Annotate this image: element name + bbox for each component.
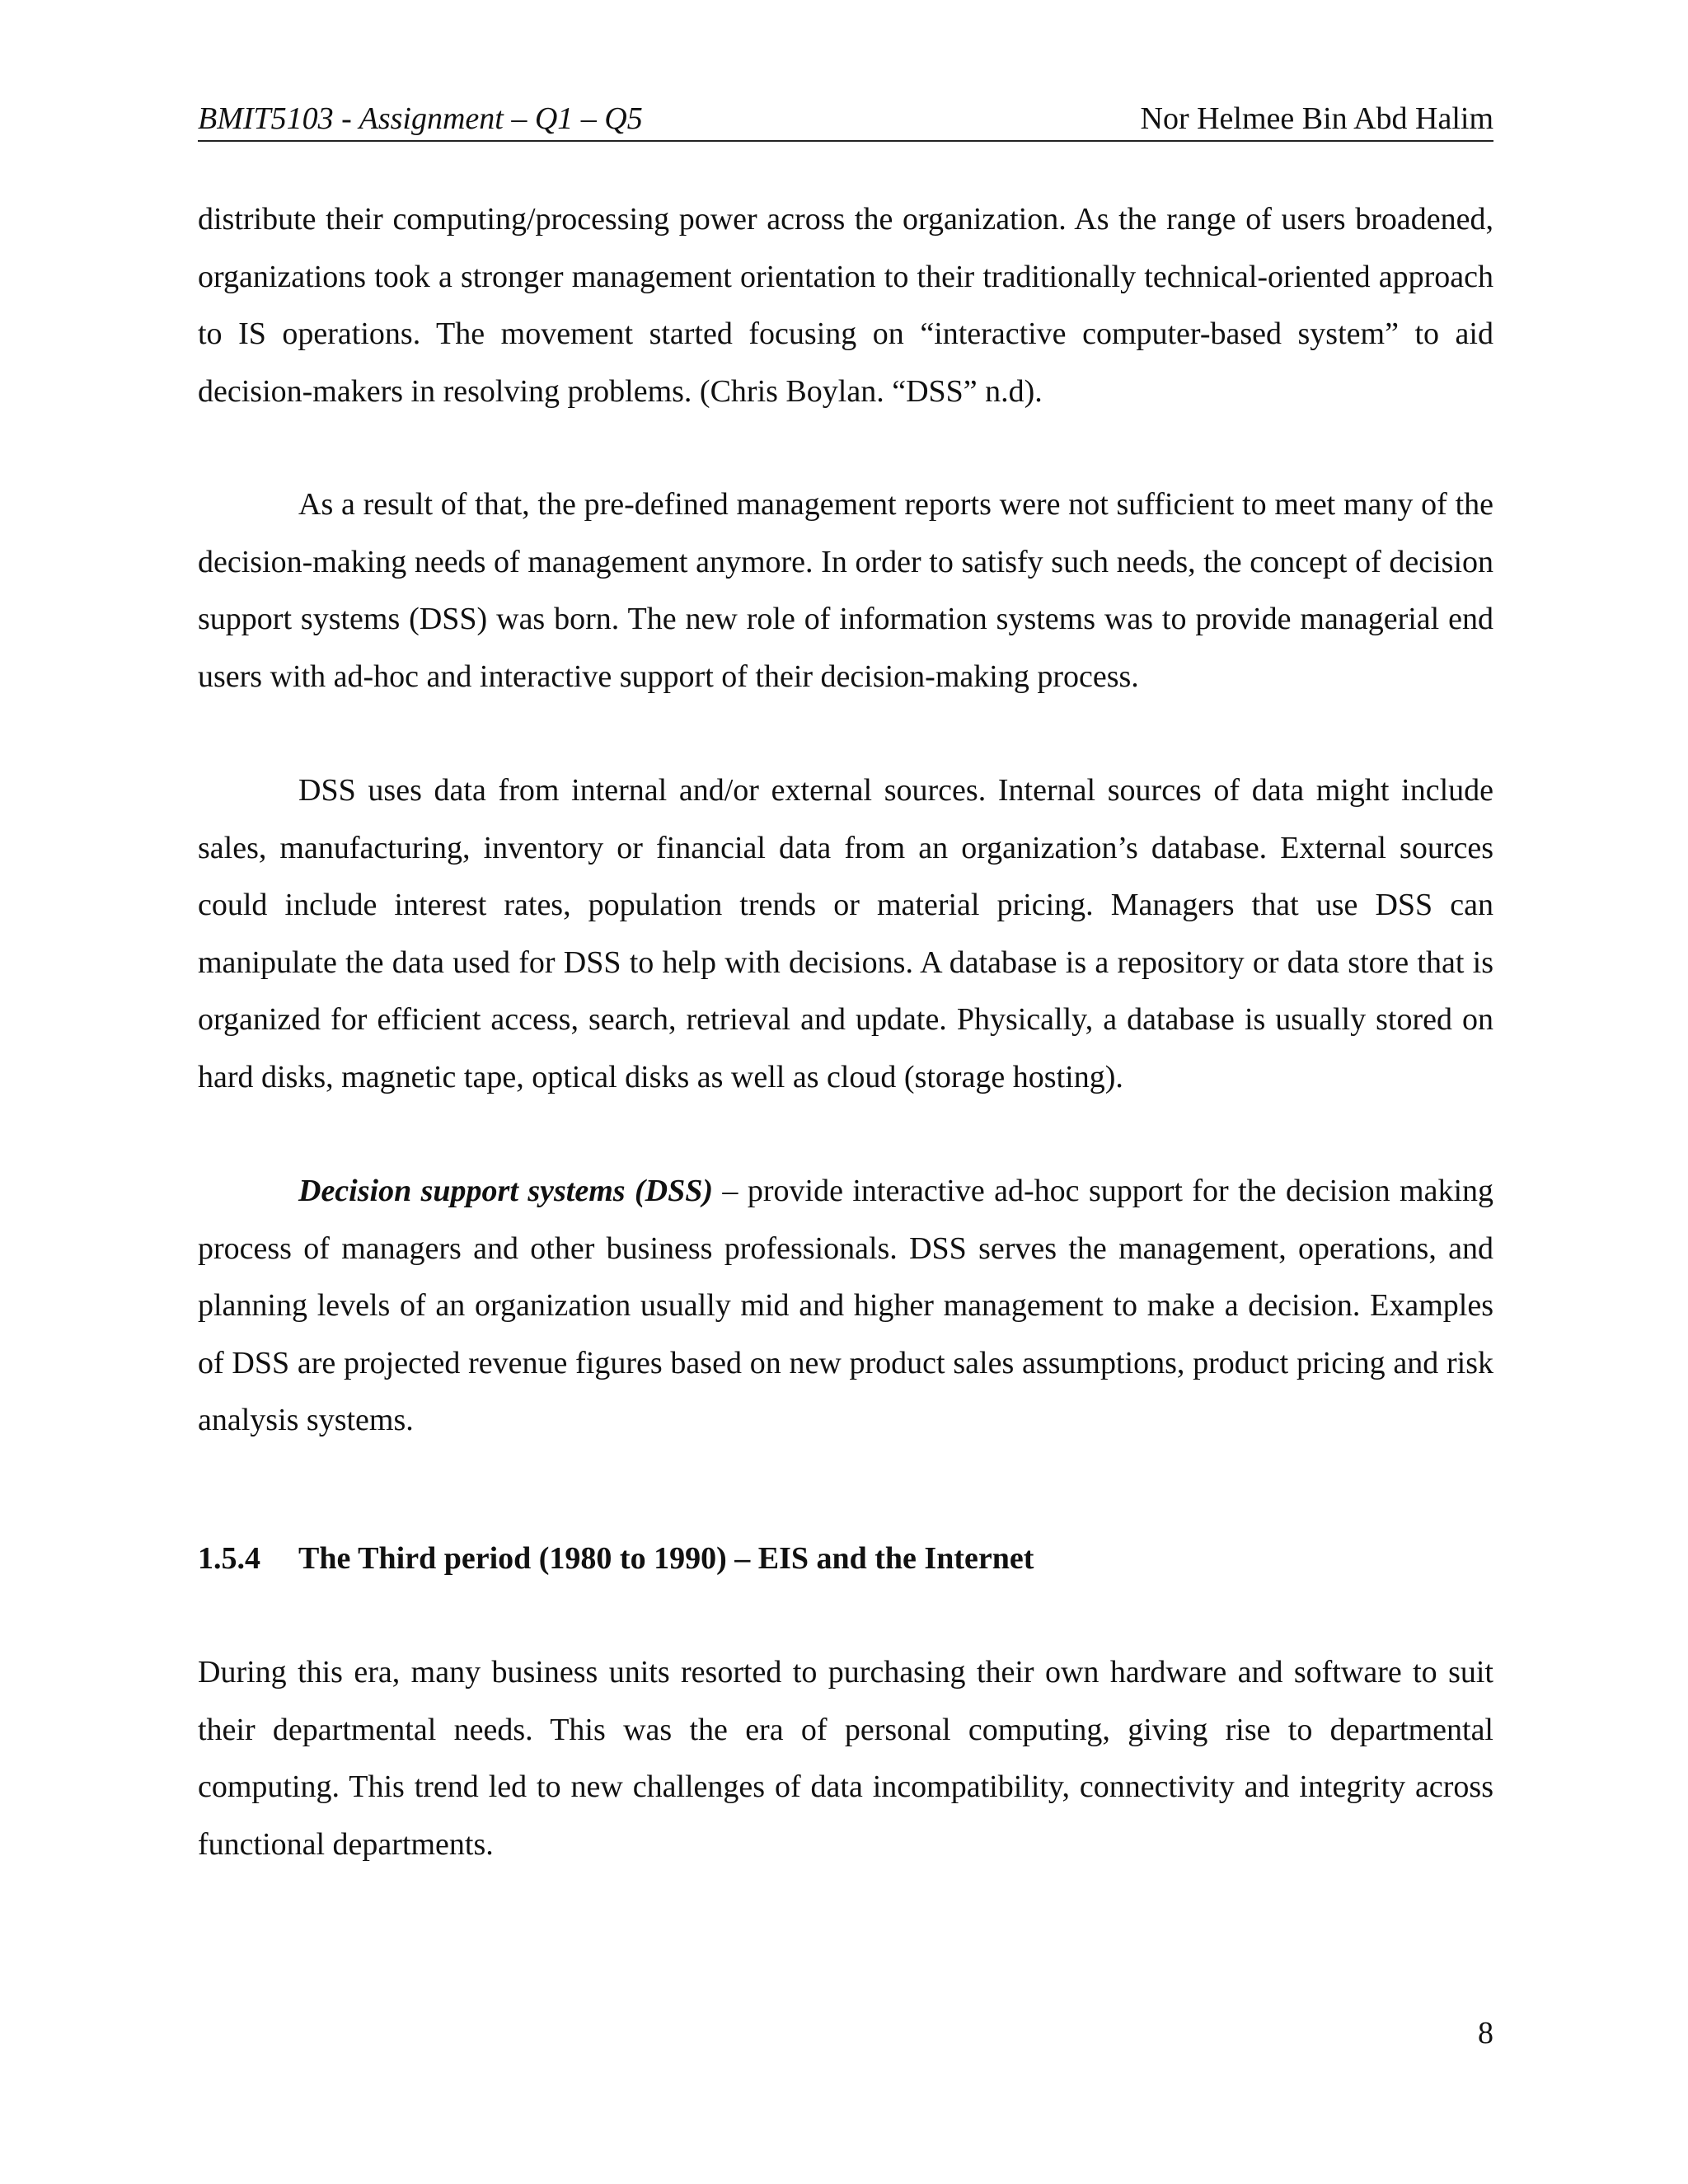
section-number: 1.5.4 [198, 1541, 260, 1576]
dss-term: Decision support systems (DSS) [298, 1174, 713, 1208]
paragraph-third-period: During this era, many business units resorted to purchasing their own hardware and software to suit their departmental needs. This was the era of personal computing, giving rise to departmental computing. This trend led to new challenges of data incompatibility, connectivity and integrity across functional departments. [198, 1655, 1493, 1862]
page-header [198, 92, 1493, 142]
header-course-title: BMIT5103 - Assignment – Q1 – Q5 [198, 101, 643, 136]
section-title: The Third period (1980 to 1990) – EIS and the Internet [298, 1541, 1034, 1576]
header-author-name: Nor Helmee Bin Abd Halim [1140, 101, 1493, 136]
paragraph-dss-data-sources: DSS uses data from internal and/or external sources. Internal sources of data might include sales, manufacturing, inventory or financial data from an organization’s database. External sources could include interest rates, population trends or material pricing. Managers that use DSS can manipulate the data used for DSS to help with decisions. A database is a repository or data store that is organized for efficient access, search, retrieval and update. Physically, a database is usually stored on hard disks, magnetic tape, optical disks as well as cloud (storage hosting). [198, 773, 1493, 1094]
dss-definition-text: – provide interactive ad-hoc support for the decision making process of managers and other business professionals. DSS serves the management, operations, and planning levels of an organization usually mid and higher management to make a decision. Examples of DSS are projected revenue figures based on new product sales assumptions, product pricing and risk analysis systems. [198, 1174, 1493, 1437]
paragraph-dss-definition [198, 1163, 1493, 1450]
paragraph-dss-origin: As a result of that, the pre-defined management reports were not sufficient to meet many of the decision-making needs of management anymore. In order to satisfy such needs, the concept of decision support systems (DSS) was born. The new role of information systems was to provide managerial end users with ad-hoc and interactive support of their decision-making process. [198, 487, 1493, 694]
paragraph-distribute: distribute their computing/processing power across the organization. As the range of users broadened, organizations took a stronger management orientation to their traditionally technical-oriented approach to IS operations. The movement started focusing on “interactive computer-based system” to aid decision-makers in resolving problems. (Chris Boylan. “DSS” n.d). [198, 202, 1493, 409]
section-heading [198, 1539, 1034, 1578]
page-number: 8 [1478, 2016, 1493, 2050]
